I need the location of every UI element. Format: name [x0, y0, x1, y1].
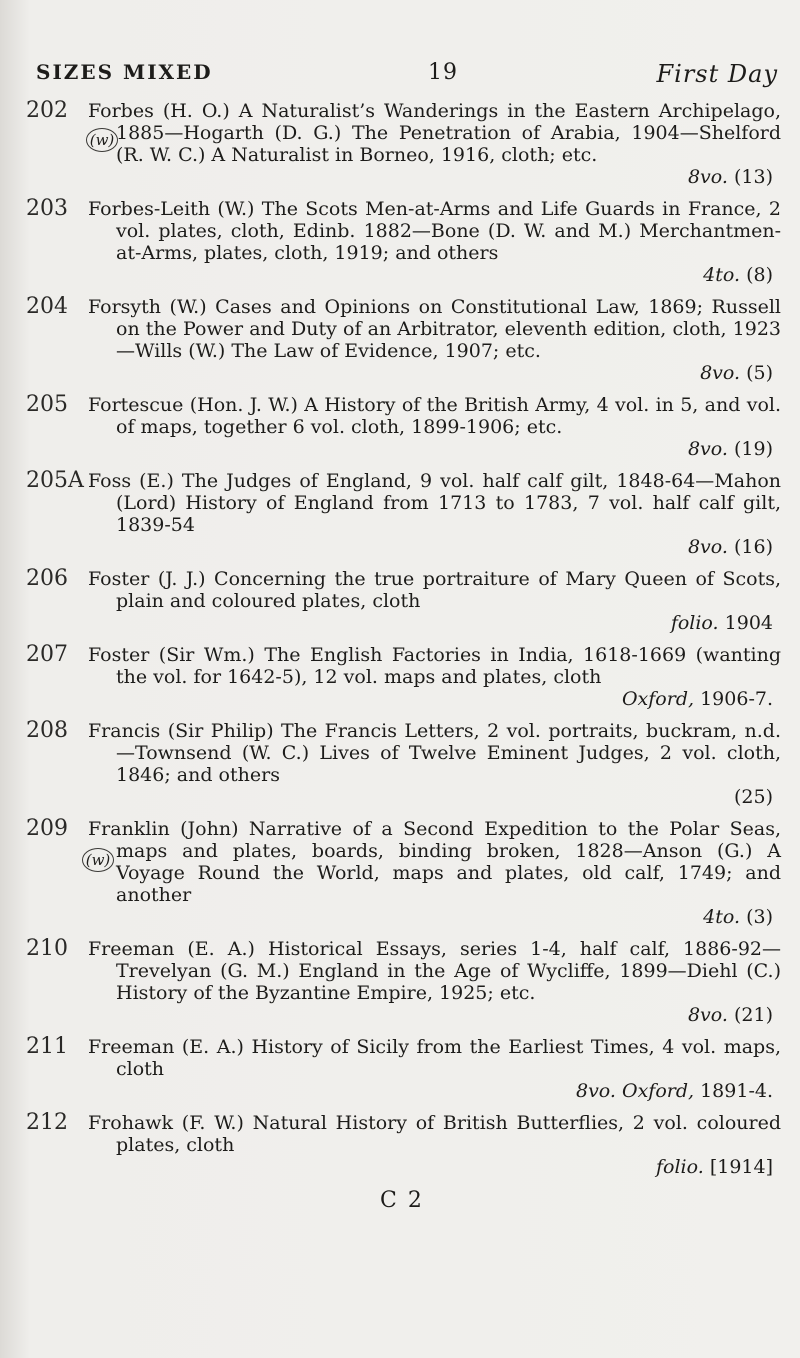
- lot-description: Forsyth (W.) Cases and Opinions on Constitutional Law, 1869; Russell on the Power and Duty of an Arbitrator, eleventh edition, cloth, 1923—Wills (W.) The Law of Evidence, 1907; etc.: [88, 296, 781, 362]
- lot-count: 1906-7.: [700, 688, 773, 710]
- lot-size: folio.: [670, 612, 719, 634]
- signature-mark: C 2: [380, 1188, 424, 1213]
- lot-count: (5): [746, 362, 773, 384]
- lot-description: Forbes (H. O.) A Naturalist’s Wanderings in the Eastern Archipelago, 1885—Hogarth (D. G.) The Penetration of Arabia, 1904—Shelford (R. W. C.) A Naturalist in Borneo, 1916, cloth; etc.: [88, 100, 781, 166]
- lot-count: (3): [746, 906, 773, 928]
- running-head-right: First Day: [656, 60, 778, 88]
- lot-count: (16): [733, 536, 773, 558]
- lot-description: Foss (E.) The Judges of England, 9 vol. half calf gilt, 1848-64—Mahon (Lord) History of England from 1713 to 1783, 7 vol. half calf gilt, 1839-54: [88, 470, 781, 536]
- lot-entry-212: [26, 1112, 781, 1178]
- lot-number: 205A: [26, 468, 84, 493]
- lot-description: Frohawk (F. W.) Natural History of British Butterflies, 2 vol. coloured plates, cloth: [88, 1112, 781, 1156]
- lot-count: [1914]: [703, 1156, 773, 1178]
- lot-number: 212: [26, 1110, 68, 1135]
- lot-number: 210: [26, 936, 68, 961]
- lot-entry-202: [26, 100, 781, 188]
- lot-number: 202: [26, 98, 68, 123]
- lot-count: (25): [733, 786, 773, 808]
- page-number: 19: [428, 60, 458, 85]
- lot-entry-203: [26, 198, 781, 286]
- lot-number: 211: [26, 1034, 68, 1059]
- lot-size: folio.: [656, 1156, 704, 1178]
- lot-number: 203: [26, 196, 68, 221]
- handwritten-annotation: (w): [82, 848, 114, 872]
- lot-count: (21): [733, 1004, 773, 1026]
- lot-description: Foster (J. J.) Concerning the true portraiture of Mary Queen of Scots, plain and coloured plates, cloth: [88, 568, 781, 612]
- lot-number: 204: [26, 294, 68, 319]
- lot-entry-208: [26, 720, 781, 808]
- lot-entry-205: [26, 394, 781, 460]
- lot-size: Oxford,: [621, 688, 695, 710]
- lot-count: (13): [733, 166, 773, 188]
- lot-entry-205a: [26, 470, 781, 558]
- lot-entry-204: [26, 296, 781, 384]
- lot-description: Freeman (E. A.) History of Sicily from the Earliest Times, 4 vol. maps, cloth: [88, 1036, 781, 1080]
- handwritten-annotation: (w): [86, 128, 118, 152]
- lot-number: 207: [26, 642, 68, 667]
- lot-count: 1891-4.: [694, 1080, 773, 1102]
- lot-entry-206: [26, 568, 781, 634]
- lot-description: Fortescue (Hon. J. W.) A History of the British Army, 4 vol. in 5, and vol. of maps, together 6 vol. cloth, 1899-1906; etc.: [88, 394, 781, 438]
- lot-description: Franklin (John) Narrative of a Second Expedition to the Polar Seas, maps and plates, boards, binding broken, 1828—Anson (G.) A Voyage Round the World, maps and plates, old calf, 1749; and another: [88, 818, 781, 906]
- lot-entry-209: [26, 818, 781, 928]
- lot-number: 206: [26, 566, 68, 591]
- lot-number: 208: [26, 718, 68, 743]
- lot-size: 8vo.: [700, 362, 741, 384]
- lot-size: 8vo.: [687, 1004, 728, 1026]
- lot-size: 8vo.: [687, 536, 728, 558]
- lot-entry-207: [26, 644, 781, 710]
- lot-count: (8): [746, 264, 773, 286]
- lot-size: 8vo.: [687, 166, 728, 188]
- lot-size: 4to.: [703, 906, 741, 928]
- lot-count: 1904: [724, 612, 773, 634]
- lot-count: (19): [733, 438, 773, 460]
- lot-size: 8vo. Oxford,: [575, 1080, 695, 1102]
- lot-size: 8vo.: [687, 438, 728, 460]
- lot-entry-210: [26, 938, 781, 1026]
- lot-number: 209: [26, 816, 68, 841]
- lot-description: Forbes-Leith (W.) The Scots Men-at-Arms and Life Guards in France, 2 vol. plates, cloth, Edinb. 1882—Bone (D. W. and M.) Merchantmen-at-Arms, plates, cloth, 1919; and others: [88, 198, 781, 264]
- lot-entry-211: [26, 1036, 781, 1102]
- lot-description: Foster (Sir Wm.) The English Factories in India, 1618-1669 (wanting the vol. for 1642-5), 12 vol. maps and plates, cloth: [88, 644, 781, 688]
- lot-number: 205: [26, 392, 68, 417]
- running-head-left: SIZES MIXED: [36, 60, 213, 84]
- lot-description: Francis (Sir Philip) The Francis Letters, 2 vol. portraits, buckram, n.d.—Townsend (W. C.) Lives of Twelve Eminent Judges, 2 vol. cloth, 1846; and others: [88, 720, 781, 786]
- lot-description: Freeman (E. A.) Historical Essays, series 1-4, half calf, 1886-92—Trevelyan (G. M.) England in the Age of Wycliffe, 1899—Diehl (C.) History of the Byzantine Empire, 1925; etc.: [88, 938, 781, 1004]
- lot-size: 4to.: [703, 264, 741, 286]
- page-header: [36, 60, 778, 90]
